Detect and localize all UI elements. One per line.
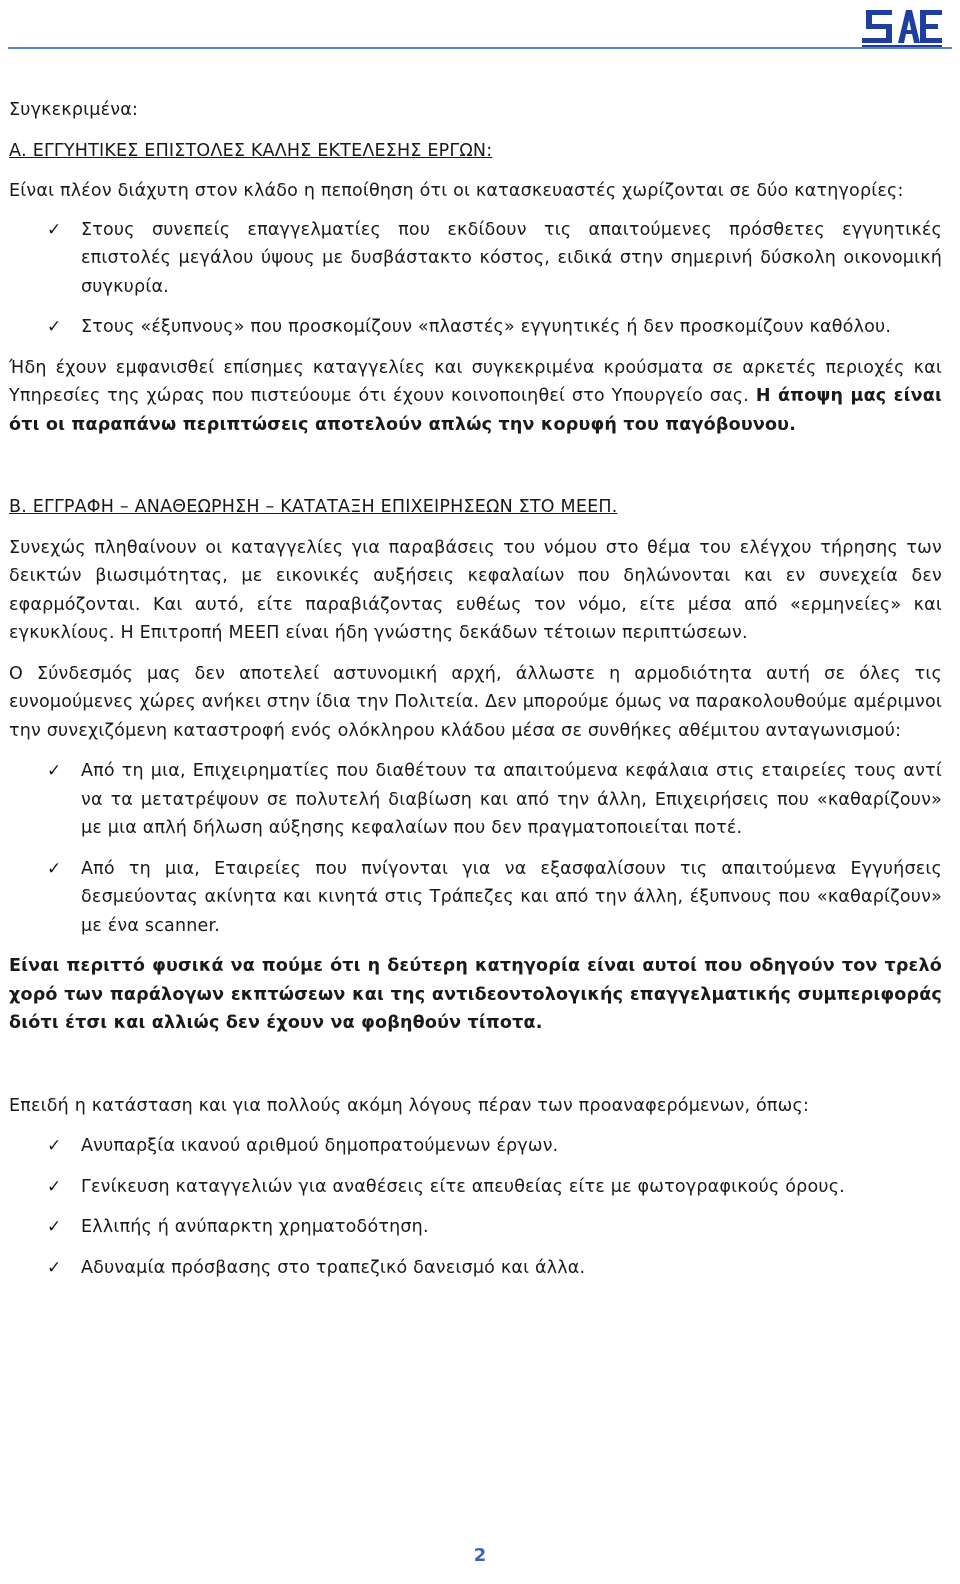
list-item: ✓ Από τη μια, Εταιρείες που πνίγονται για να εξασφαλίσουν τις απαιτούμενα Εγγυήσεις δεσμεύοντας ακίνητα και κινητά στις Τράπεζες και από την άλλη, έξυπνους που «καθαρίζουν» με ένα scanner.: [9, 855, 942, 941]
checkmark-icon: ✓: [47, 317, 62, 337]
list-item: ✓ Στους συνεπείς επαγγελματίες που εκδίδουν τις απαιτούμενες πρόσθετες εγγυητικές επιστολές μεγάλου ύψους με δυσβάστακτο κόστος, ειδικά στην σημερινή δύσκολη οικονομική συγκυρία.: [9, 216, 942, 302]
checkmark-icon: ✓: [47, 1176, 62, 1197]
section-b-paragraph-2: Ο Σύνδεσμός μας δεν αποτελεί αστυνομική αρχή, άλλωστε η αρμοδιότητα αυτή σε όλες τις ευνομούμενες χώρες ανήκει στην ίδια την Πολιτεία. Δεν μπορούμε όμως να παρακολουθούμε αμέριμνοι την συνεχιζόμενη καταστροφή ενός ολόκληρου κλάδου μέσα σε συνθήκες αθέμιτου ανταγωνισμού:: [9, 663, 942, 741]
section-a-paragraph-2: Ήδη έχουν εμφανισθεί επίσημες καταγγελίες και συγκεκριμένα κρούσματα σε αρκετές περιοχές και Υπηρεσίες της χώρας που πιστεύουμε ότι έχουν κοινοποιηθεί στο Υπουργείο σας. Η άποψη μας είναι ότι οι παραπάνω περιπτώσεις αποτελούν απλώς την κορυφή του παγόβουνου.: [9, 357, 942, 435]
checkmark-icon: ✓: [47, 1217, 62, 1237]
section-b-list: [9, 757, 942, 940]
closing-paragraph: Επειδή η κατάσταση και για πολλούς ακόμη λόγους πέραν των προαναφερόμενων, όπως:: [9, 1095, 810, 1116]
section-a-title: Α. ΕΓΓΥΗΤΙΚΕΣ ΕΠΙΣΤΟΛΕΣ ΚΑΛΗΣ ΕΚΤΕΛΕΣΗΣ ΕΡΓΩΝ:: [9, 140, 493, 161]
section-a-list: [9, 216, 942, 342]
list-item: ✓ Ελλιπής ή ανύπαρκτη χρηματοδότηση.: [9, 1213, 942, 1242]
checkmark-icon: ✓: [47, 858, 62, 879]
section-b-title: Β. ΕΓΓΡΑΦΗ – ΑΝΑΘΕΩΡΗΣΗ – ΚΑΤΑΤΑΞΗ ΕΠΙΧΕΙΡΗΣΕΩΝ ΣΤΟ ΜΕΕΠ.: [9, 497, 618, 517]
closing-list: [9, 1132, 942, 1282]
sate-logo: [862, 8, 944, 48]
section-a-paragraph-1: Είναι πλέον διάχυτη στον κλάδο η πεποίθηση ότι οι κατασκευαστές χωρίζονται σε δύο κατηγορίες:: [9, 181, 904, 201]
section-b-conclusion: Είναι περιττό φυσικά να πούμε ότι η δεύτερη κατηγορία είναι αυτοί που οδηγούν τον τρελό χορό των παράλογων εκπτώσεων και της αντιδεοντολογικής επαγγελματικής συμπεριφοράς διότι έτσι και αλλιώς δεν έχουν να φοβηθούν τίποτα.: [9, 956, 942, 1033]
list-item: ✓ Αδυναμία πρόσβασης στο τραπεζικό δανεισμό και άλλα.: [9, 1254, 942, 1283]
intro-text: Συγκεκριμένα:: [9, 100, 139, 120]
checkmark-icon: ✓: [47, 761, 62, 781]
page-number: 2: [473, 1545, 487, 1566]
document-body: [9, 96, 942, 1282]
list-item: ✓ Γενίκευση καταγγελιών για αναθέσεις είτε απευθείας είτε με φωτογραφικούς όρους.: [9, 1173, 942, 1202]
checkmark-icon: ✓: [47, 1136, 62, 1156]
list-item: ✓ Ανυπαρξία ικανού αριθμού δημοπρατούμενων έργων.: [9, 1132, 942, 1161]
checkmark-icon: ✓: [47, 219, 62, 240]
header-rule: [8, 47, 952, 49]
list-item: ✓ Από τη μια, Επιχειρηματίες που διαθέτουν τα απαιτούμενα κεφάλαια στις εταιρείες τους αντί να τα μετατρέψουν σε πολυτελή διαβίωση και από την άλλη, Επιχειρήσεις που «καθαρίζουν» με μια απλή δήλωση αύξησης κεφαλαίων που δεν πραγματοποιείται ποτέ.: [9, 757, 942, 843]
section-b-paragraph-1: Συνεχώς πληθαίνουν οι καταγγελίες για παραβάσεις του νόμου στο θέμα του ελέγχου τήρησης των δεικτών βιωσιμότητας, με εικονικές αυξήσεις κεφαλαίων που δηλώνονται και εν συνεχεία δεν εφαρμόζονται. Και αυτό, είτε παραβιάζοντας ευθέως τον νόμο, είτε μέσα από «ερμηνείες» και εγκυκλίους. Η Επιτροπή ΜΕΕΠ είναι ήδη γνώστης δεκάδων τέτοιων περιπτώσεων.: [9, 537, 942, 643]
checkmark-icon: ✓: [47, 1257, 62, 1278]
list-item: ✓ Στους «έξυπνους» που προσκομίζουν «πλαστές» εγγυητικές ή δεν προσκομίζουν καθόλου.: [9, 313, 942, 342]
